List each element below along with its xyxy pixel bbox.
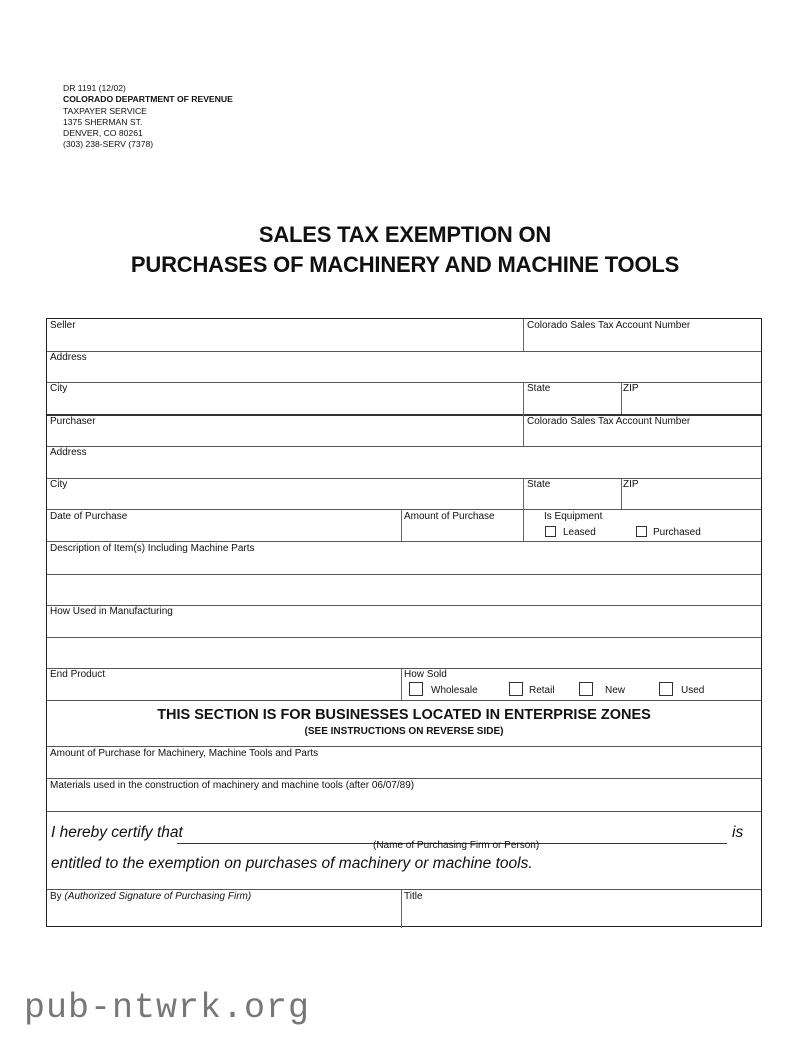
amount-of-purchase-field[interactable]: Amount of Purchase (404, 511, 495, 522)
purchased-checkbox[interactable] (636, 526, 647, 537)
divider (47, 889, 761, 890)
divider (401, 668, 402, 700)
title-line-1: SALES TAX EXEMPTION ON (258, 222, 552, 247)
leased-label: Leased (563, 527, 596, 538)
seller-state-field[interactable]: State (527, 383, 551, 394)
divider (401, 509, 402, 541)
purchaser-field[interactable]: Purchaser (50, 416, 96, 427)
end-product-field[interactable]: End Product (50, 669, 106, 680)
form-id: DR 1191 (12/02) (63, 83, 126, 93)
divider (621, 478, 622, 509)
certify-suffix: is (732, 824, 744, 841)
seller-zip-field[interactable]: ZIP (623, 383, 639, 394)
new-label: New (605, 685, 626, 696)
used-checkbox[interactable] (659, 682, 673, 696)
city-address: DENVER, CO 80261 (63, 128, 143, 139)
divider (523, 319, 524, 351)
divider (621, 382, 622, 414)
divider (47, 778, 761, 779)
certify-line-2: entitled to the exemption on purchases of machinery or machine tools. (51, 855, 533, 872)
purchaser-address-field[interactable]: Address (50, 447, 87, 458)
purchased-label: Purchased (653, 527, 701, 538)
divider (523, 478, 524, 541)
used-label: Used (681, 685, 705, 696)
divider (47, 811, 761, 812)
phone-number: (303) 238-SERV (7378) (63, 139, 154, 150)
seller-field[interactable]: Seller (50, 320, 76, 331)
retail-checkbox[interactable] (509, 682, 523, 696)
retail-label: Retail (529, 685, 555, 696)
divider (401, 889, 402, 928)
description-field[interactable]: Description of Item(s) Including Machine Parts (50, 543, 255, 554)
purchaser-account-number-field[interactable]: Colorado Sales Tax Account Number (527, 416, 691, 427)
divider (47, 574, 761, 575)
title-line-2: PURCHASES OF MACHINERY AND MACHINE TOOLS (130, 252, 680, 277)
date-of-purchase-field[interactable]: Date of Purchase (50, 511, 128, 522)
certify-prefix: I hereby certify that (51, 824, 183, 841)
divider (47, 382, 761, 383)
by-caption: (Authorized Signature of Purchasing Firm) (64, 891, 252, 902)
seller-address-field[interactable]: Address (50, 352, 87, 363)
new-checkbox[interactable] (579, 682, 593, 696)
purchaser-city-field[interactable]: City (50, 479, 68, 490)
wholesale-checkbox[interactable] (409, 682, 423, 696)
agency-header (63, 83, 233, 151)
seller-account-number-field[interactable]: Colorado Sales Tax Account Number (527, 320, 691, 331)
enterprise-zone-heading: THIS SECTION IS FOR BUSINESSES LOCATED IN ENTERPRISE ZONES (157, 707, 651, 723)
divider (47, 700, 761, 701)
wholesale-label: Wholesale (431, 685, 478, 696)
ez-materials-field[interactable]: Materials used in the construction of machinery and machine tools (after 06/07/89) (50, 780, 415, 791)
page-title (0, 220, 810, 280)
street-address: 1375 SHERMAN ST. (63, 116, 143, 127)
signature-field[interactable] (50, 891, 251, 903)
divider (47, 746, 761, 747)
purchaser-zip-field[interactable]: ZIP (623, 479, 639, 490)
divider (47, 446, 761, 447)
how-used-field[interactable]: How Used in Manufacturing (50, 606, 173, 617)
divider (47, 351, 761, 352)
department-name: COLORADO DEPARTMENT OF REVENUE (63, 94, 233, 105)
seller-city-field[interactable]: City (50, 383, 68, 394)
by-label: By (50, 891, 65, 902)
ez-amount-field[interactable]: Amount of Purchase for Machinery, Machine Tools and Parts (50, 748, 319, 759)
divider (523, 414, 524, 446)
divider (47, 509, 761, 510)
purchaser-state-field[interactable]: State (527, 479, 551, 490)
how-sold-label: How Sold (404, 669, 447, 680)
is-equipment-label: Is Equipment (544, 511, 603, 522)
divider (47, 637, 761, 638)
title-field[interactable]: Title (404, 891, 423, 902)
divider (523, 382, 524, 414)
divider (47, 541, 761, 542)
service-name: TAXPAYER SERVICE (63, 105, 147, 116)
leased-checkbox[interactable] (545, 526, 556, 537)
enterprise-zone-subheading: (SEE INSTRUCTIONS ON REVERSE SIDE) (304, 726, 504, 737)
name-caption: (Name of Purchasing Firm or Person) (373, 840, 540, 851)
watermark: pub-ntwrk.org (24, 988, 311, 1028)
divider (47, 478, 761, 479)
exemption-form (46, 318, 762, 927)
